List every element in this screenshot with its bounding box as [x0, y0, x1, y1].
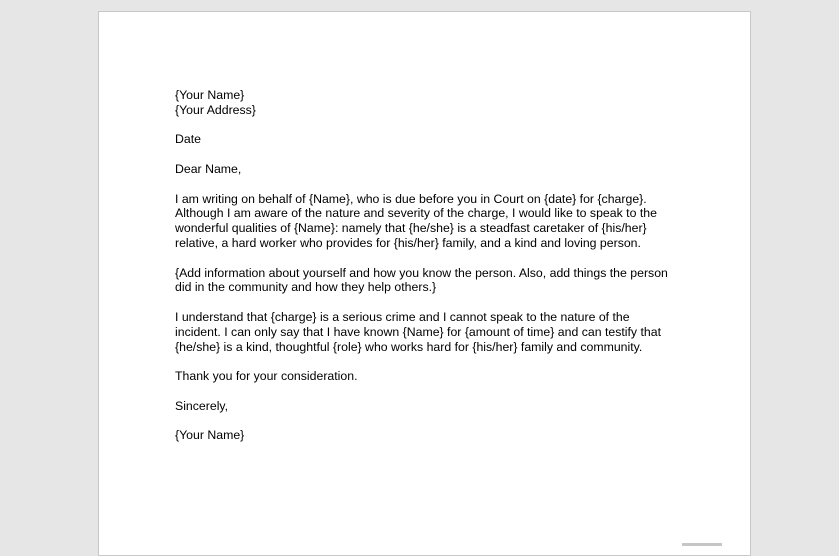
thanks-line: Thank you for your consideration.: [175, 369, 358, 384]
document-page[interactable]: [98, 11, 751, 556]
sender-address: {Your Address}: [175, 102, 256, 117]
signature: {Your Name}: [175, 428, 245, 443]
letter-body[interactable]: [175, 88, 675, 458]
closing: Sincerely,: [175, 398, 229, 413]
paragraph-about-writer: {Add information about yourself and how you know the person. Also, add things the person did in the community and how they help others.}: [175, 265, 668, 295]
paragraph-testimony: I understand that {charge} is a serious crime and I cannot speak to the nature of the incident. I can only say that I have known {Name} for {amount of time} and can testify that {he/she} is a kind, thoughtful {role} who works hard for {his/her} family and community.: [175, 309, 662, 354]
paragraph-intro: I am writing on behalf of {Name}, who is due before you in Court on {date} for {charge}. Although I am aware of the nature and severity of the charge, I would like to speak to the wonderful qualities of {Name}: namely that {he/she} is a steadfast caretaker of {his/her} relative, a hard worker who provides for {his/her} family, and a kind and loving person.: [175, 191, 657, 250]
sender-name: {Your Name}: [175, 88, 245, 102]
letter-date: Date: [175, 132, 201, 147]
salutation: Dear Name,: [175, 161, 242, 176]
